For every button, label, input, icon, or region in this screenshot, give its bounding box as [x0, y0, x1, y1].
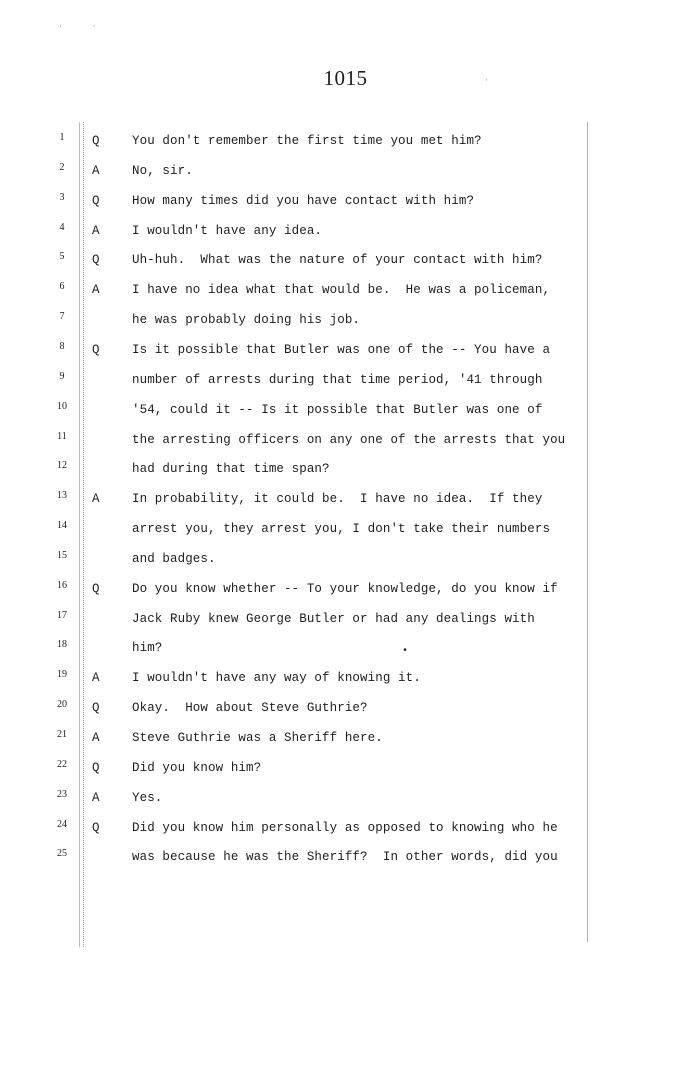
- line-text: Okay. How about Steve Guthrie?: [132, 701, 368, 716]
- transcript-line: [0, 489, 691, 509]
- line-text: Did you know him?: [132, 760, 262, 775]
- line-text: arrest you, they arrest you, I don't take their numbers: [132, 522, 551, 537]
- line-number: 4: [59, 221, 65, 233]
- line-number: 23: [57, 788, 67, 800]
- scan-speck: · ·: [58, 22, 97, 31]
- speaker-label: A: [92, 163, 100, 178]
- speaker-label: Q: [92, 253, 100, 268]
- transcript-line: [0, 758, 691, 778]
- page-number: 1015: [323, 66, 368, 90]
- line-number: 10: [57, 400, 67, 412]
- scan-speck: •: [402, 646, 409, 657]
- transcript-line: [0, 698, 691, 718]
- line-text: I have no idea what that would be. He was a policeman,: [132, 283, 551, 298]
- line-number: 16: [57, 579, 67, 591]
- line-number: 1: [59, 132, 65, 143]
- transcript-line: [0, 310, 691, 330]
- transcript-line: [0, 847, 691, 867]
- line-number: 9: [59, 370, 65, 382]
- speaker-label: Q: [92, 134, 100, 148]
- line-number: 25: [57, 848, 67, 860]
- line-number: 17: [57, 609, 67, 621]
- transcript-line: [0, 519, 691, 539]
- line-text: Do you know whether -- To your knowledge, do you know if: [132, 581, 558, 596]
- transcript-line: [0, 638, 691, 658]
- transcript-line: [0, 221, 691, 241]
- line-number: 7: [59, 311, 65, 323]
- line-text: had during that time span?: [132, 462, 330, 477]
- line-text: No, sir.: [132, 163, 193, 178]
- speaker-label: Q: [92, 581, 100, 596]
- line-number: 2: [59, 161, 65, 173]
- transcript-line: [0, 131, 691, 151]
- line-number: 13: [57, 490, 67, 502]
- line-text: Yes.: [132, 790, 163, 805]
- speaker-label: Q: [92, 193, 100, 208]
- transcript-line: [0, 400, 691, 420]
- speaker-label: Q: [92, 820, 100, 835]
- line-text: Jack Ruby knew George Butler or had any dealings with: [132, 611, 535, 626]
- line-number: 21: [57, 729, 67, 740]
- line-text: '54, could it -- Is it possible that Butler was one of: [132, 402, 543, 417]
- speaker-label: A: [92, 790, 100, 805]
- transcript-line: [0, 549, 691, 569]
- line-text: I wouldn't have any way of knowing it.: [132, 671, 421, 686]
- transcript-line: [0, 280, 691, 300]
- speaker-label: A: [92, 283, 100, 298]
- line-text: him?: [132, 641, 163, 656]
- transcript-line: [0, 370, 691, 390]
- line-text: he was probably doing his job.: [132, 313, 361, 328]
- line-text: In probability, it could be. I have no idea. If they: [132, 492, 543, 507]
- speaker-label: A: [92, 731, 100, 745]
- line-text: the arresting officers on any one of the arrests that you: [132, 432, 566, 447]
- line-text: Did you know him personally as opposed to knowing who he: [132, 820, 558, 835]
- line-number: 14: [57, 520, 67, 532]
- transcript-line: [0, 668, 691, 688]
- transcript-line: [0, 579, 691, 599]
- line-number: 24: [57, 818, 67, 830]
- speaker-label: Q: [92, 342, 100, 357]
- line-number: 20: [57, 699, 67, 711]
- line-number: 18: [57, 639, 67, 651]
- line-text: number of arrests during that time period, '41 through: [132, 372, 543, 387]
- line-number: 6: [59, 281, 65, 293]
- line-text: was because he was the Sheriff? In other words, did you: [132, 850, 558, 865]
- line-text: and badges.: [132, 551, 216, 566]
- transcript-line: [0, 430, 691, 450]
- line-text: Uh-huh. What was the nature of your contact with him?: [132, 253, 543, 268]
- scan-speck: ·: [484, 76, 489, 85]
- transcript-line: [0, 340, 691, 360]
- speaker-label: Q: [92, 701, 100, 716]
- line-number: 5: [59, 251, 65, 263]
- transcript-line: [0, 459, 691, 479]
- transcript-line: [0, 818, 691, 838]
- line-number: 3: [59, 191, 65, 203]
- speaker-label: A: [92, 223, 100, 238]
- line-text: You don't remember the first time you met him?: [132, 134, 482, 148]
- line-number: 8: [59, 340, 65, 352]
- line-text: Is it possible that Butler was one of the -- You have a: [132, 342, 551, 357]
- line-number: 11: [57, 430, 67, 442]
- line-number: 15: [57, 549, 67, 561]
- speaker-label: A: [92, 492, 100, 507]
- transcript-line: [0, 161, 691, 181]
- speaker-label: A: [92, 671, 100, 686]
- transcript-line: [0, 728, 691, 748]
- line-text: I wouldn't have any idea.: [132, 223, 323, 238]
- line-number: 19: [57, 669, 67, 681]
- line-number: 22: [57, 758, 67, 770]
- speaker-label: Q: [92, 760, 100, 775]
- line-text: How many times did you have contact with him?: [132, 193, 475, 208]
- transcript-line: [0, 191, 691, 211]
- transcript-line: [0, 609, 691, 629]
- transcript-line: [0, 250, 691, 270]
- line-number: 12: [57, 460, 67, 472]
- line-text: Steve Guthrie was a Sheriff here.: [132, 731, 383, 745]
- transcript-line: [0, 788, 691, 808]
